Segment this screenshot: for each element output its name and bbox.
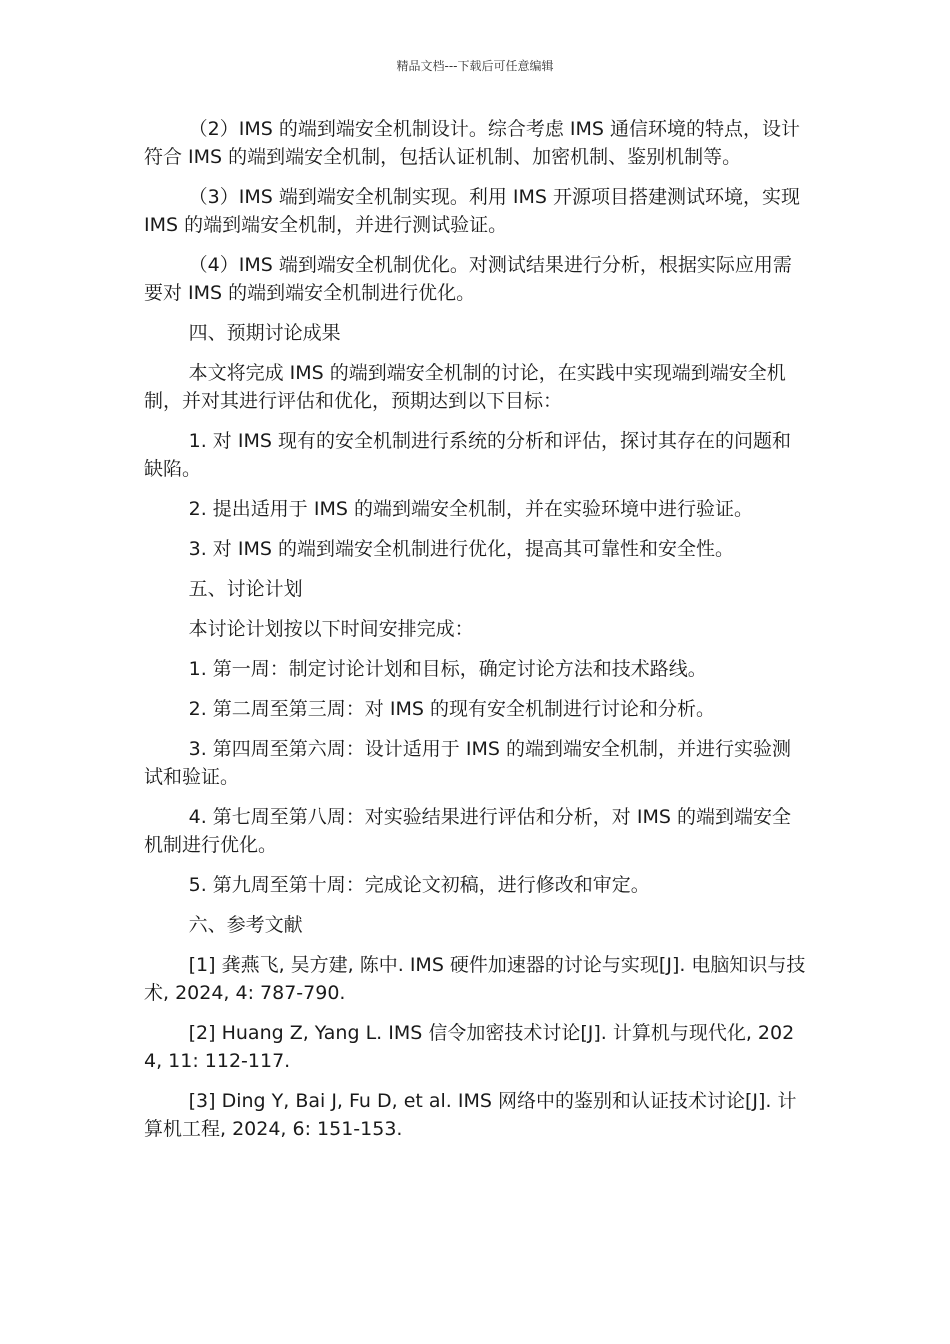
- list-item-goal-3: 3. 对 IMS 的端到端安全机制进行优化，提高其可靠性和安全性。: [188, 538, 734, 560]
- list-item-plan-4: 4. 第七周至第八周：对实验结果进行评估和分析，对 IMS 的端到端安全机制进行优化。: [144, 806, 791, 856]
- paragraph-implementation: （3）IMS 端到端安全机制实现。利用 IMS 开源项目搭建测试环境，实现 IMS 的端到端安全机制，并进行测试验证。: [144, 186, 800, 236]
- list-item-goal-2: 2. 提出适用于 IMS 的端到端安全机制，并在实验环境中进行验证。: [188, 498, 753, 520]
- list-item-goal-1: 1. 对 IMS 现有的安全机制进行系统的分析和评估，探讨其存在的问题和缺陷。: [144, 430, 791, 480]
- reference-1: [1] 龚燕飞, 吴方建, 陈中. IMS 硬件加速器的讨论与实现[J]. 电脑知识与技术, 2024, 4: 787-790.: [144, 954, 806, 1004]
- list-item-plan-3: 3. 第四周至第六周：设计适用于 IMS 的端到端安全机制，并进行实验测试和验证。: [144, 738, 791, 788]
- document-body: [144, 115, 806, 1155]
- section-heading-references: 六、参考文献: [188, 914, 303, 936]
- paragraph-optimization: （4）IMS 端到端安全机制优化。对测试结果进行分析，根据实际应用需要对 IMS 的端到端安全机制进行优化。: [144, 254, 792, 304]
- reference-2: [2] Huang Z, Yang L. IMS 信令加密技术讨论[J]. 计算机与现代化, 2024, 11: 112-117.: [144, 1022, 795, 1072]
- section-heading-expected-results: 四、预期讨论成果: [188, 322, 341, 344]
- list-item-plan-1: 1. 第一周：制定讨论计划和目标，确定讨论方法和技术路线。: [188, 658, 707, 680]
- page-header: 精品文档---下载后可任意编辑: [396, 59, 554, 73]
- list-item-plan-2: 2. 第二周至第三周：对 IMS 的现有安全机制进行讨论和分析。: [188, 698, 715, 720]
- section-heading-plan: 五、讨论计划: [188, 578, 303, 600]
- paragraph-plan-intro: 本讨论计划按以下时间安排完成：: [188, 618, 474, 640]
- paragraph-expected-intro: 本文将完成 IMS 的端到端安全机制的讨论，在实践中实现端到端安全机制，并对其进行评估和优化，预期达到以下目标：: [144, 362, 786, 412]
- list-item-plan-5: 5. 第九周至第十周：完成论文初稿，进行修改和审定。: [188, 874, 650, 896]
- paragraph-design: （2）IMS 的端到端安全机制设计。综合考虑 IMS 通信环境的特点，设计符合 IMS 的端到端安全机制，包括认证机制、加密机制、鉴别机制等。: [144, 118, 800, 168]
- reference-3: [3] Ding Y, Bai J, Fu D, et al. IMS 网络中的鉴别和认证技术讨论[J]. 计算机工程, 2024, 6: 151-153.: [144, 1090, 797, 1140]
